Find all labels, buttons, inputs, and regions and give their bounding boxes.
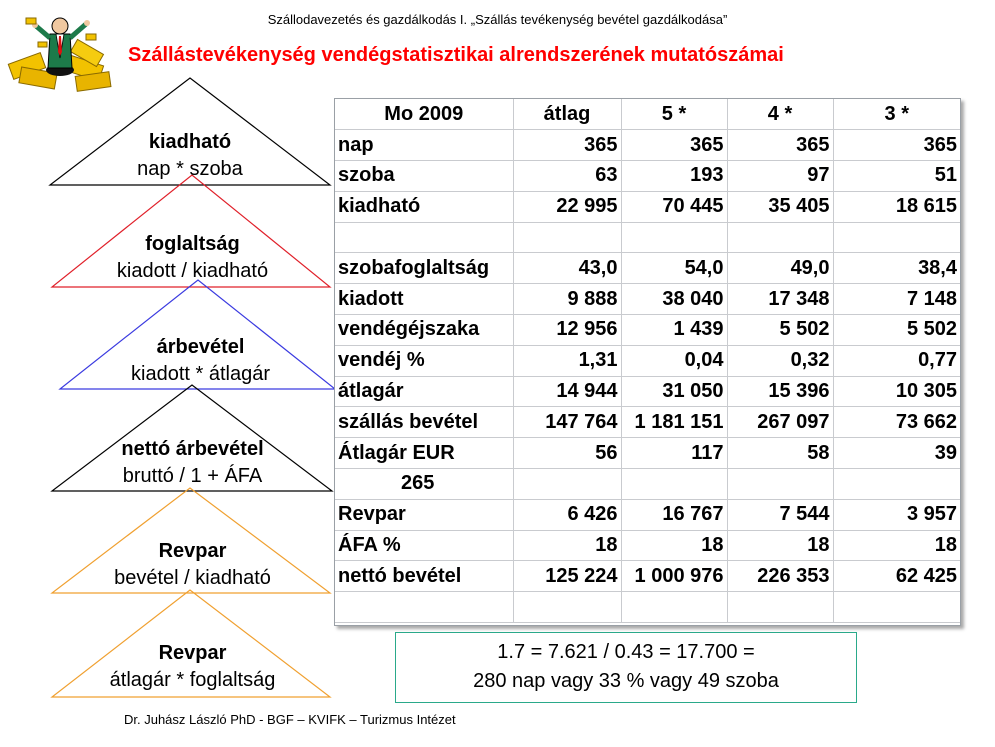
table-cell <box>727 222 833 253</box>
table-cell <box>833 592 960 623</box>
table-cell: 38,4 <box>833 253 960 284</box>
formula-line-2: 280 nap vagy 33 % vagy 49 szoba <box>473 670 779 692</box>
row-label: kiadható <box>335 191 513 222</box>
table-cell: 7 148 <box>833 284 960 315</box>
row-label: szállás bevétel <box>335 407 513 438</box>
table-cell: 0,04 <box>621 345 727 376</box>
table-cell: 56 <box>513 438 621 469</box>
formula-line-1: 1.7 = 7.621 / 0.43 = 17.700 = <box>497 641 755 663</box>
table-cell: 97 <box>727 161 833 192</box>
row-label: Átlagár EUR <box>335 438 513 469</box>
table-cell: 14 944 <box>513 376 621 407</box>
row-label: szoba <box>335 161 513 192</box>
row-label: Revpar <box>335 499 513 530</box>
triangle-label-arbevetel: árbevétel kiadott * átlagár <box>131 336 270 385</box>
table-cell: 0,77 <box>833 345 960 376</box>
table-cell: 16 767 <box>621 499 727 530</box>
table-cell <box>621 469 727 500</box>
column-header: 3 * <box>833 99 960 130</box>
table-row <box>335 161 960 192</box>
row-label: 265 <box>335 469 513 500</box>
table-cell: 18 <box>727 530 833 561</box>
table-row <box>335 345 960 376</box>
row-label: nettó bevétel <box>335 561 513 592</box>
triangle-label-revpar-2: Revpar átlagár * foglaltság <box>109 642 276 691</box>
table-row <box>335 561 960 592</box>
table-cell: 365 <box>727 130 833 161</box>
table-cell: 267 097 <box>727 407 833 438</box>
formula-box <box>395 632 857 703</box>
table-cell: 226 353 <box>727 561 833 592</box>
table-cell <box>833 469 960 500</box>
table-cell: 18 <box>621 530 727 561</box>
table-cell <box>513 222 621 253</box>
table-cell: 17 348 <box>727 284 833 315</box>
table-cell: 49,0 <box>727 253 833 284</box>
triangle-label-foglaltsag: foglaltság kiadott / kiadható <box>116 233 269 282</box>
table-cell: 365 <box>621 130 727 161</box>
row-label: kiadott <box>335 284 513 315</box>
table-cell: 365 <box>833 130 960 161</box>
table-cell: 39 <box>833 438 960 469</box>
table-row <box>335 222 960 253</box>
table-cell: 6 426 <box>513 499 621 530</box>
column-header: Mo 2009 <box>335 99 513 130</box>
triangle-label-kiadhato: kiadható nap * szoba <box>137 131 243 180</box>
row-label: átlagár <box>335 376 513 407</box>
table-row <box>335 407 960 438</box>
table-cell <box>513 469 621 500</box>
table-cell <box>727 592 833 623</box>
table-cell <box>513 592 621 623</box>
row-label: szobafoglaltság <box>335 253 513 284</box>
table-row <box>335 376 960 407</box>
table-cell: 38 040 <box>621 284 727 315</box>
table-cell: 63 <box>513 161 621 192</box>
table-cell: 1 000 976 <box>621 561 727 592</box>
table-cell: 365 <box>513 130 621 161</box>
table-cell: 18 <box>833 530 960 561</box>
table-cell: 54,0 <box>621 253 727 284</box>
row-label <box>335 222 513 253</box>
row-label <box>335 592 513 623</box>
row-label: vendéj % <box>335 345 513 376</box>
table-cell <box>621 592 727 623</box>
presentation-subtitle: Szállodavezetés és gazdálkodás I. „Szállás tevékenység bevétel gazdálkodása” <box>267 12 728 27</box>
table-cell: 117 <box>621 438 727 469</box>
table-cell: 58 <box>727 438 833 469</box>
table-cell: 43,0 <box>513 253 621 284</box>
slide-title: Szállástevékenység vendégstatisztikai alrendszerének mutatószámai <box>128 44 784 66</box>
table-cell: 5 502 <box>727 315 833 346</box>
column-header: 5 * <box>621 99 727 130</box>
table-cell: 1,31 <box>513 345 621 376</box>
table-cell: 18 615 <box>833 191 960 222</box>
row-label: vendégéjszaka <box>335 315 513 346</box>
table-cell: 62 425 <box>833 561 960 592</box>
triangle-label-netto-arbevetel: nettó árbevétel bruttó / 1 + ÁFA <box>121 438 264 487</box>
table-row <box>335 130 960 161</box>
column-header: 4 * <box>727 99 833 130</box>
statistics-table <box>334 98 961 626</box>
table-cell: 10 305 <box>833 376 960 407</box>
table-row <box>335 592 960 623</box>
table-cell: 51 <box>833 161 960 192</box>
table-cell: 5 502 <box>833 315 960 346</box>
footer-author: Dr. Juhász László PhD - BGF – KVIFK – Turizmus Intézet <box>124 712 456 727</box>
table-row <box>335 438 960 469</box>
table-row <box>335 469 960 500</box>
row-label: ÁFA % <box>335 530 513 561</box>
table-header-row <box>335 99 960 130</box>
table-cell: 15 396 <box>727 376 833 407</box>
table-cell: 0,32 <box>727 345 833 376</box>
table-cell: 31 050 <box>621 376 727 407</box>
table-row <box>335 315 960 346</box>
table-cell: 1 181 151 <box>621 407 727 438</box>
table-cell: 70 445 <box>621 191 727 222</box>
table-cell <box>621 222 727 253</box>
table-cell: 125 224 <box>513 561 621 592</box>
table-cell: 18 <box>513 530 621 561</box>
table-cell: 22 995 <box>513 191 621 222</box>
row-label: nap <box>335 130 513 161</box>
column-header: átlag <box>513 99 621 130</box>
table-row <box>335 253 960 284</box>
table-cell: 12 956 <box>513 315 621 346</box>
table-cell <box>833 222 960 253</box>
table-row <box>335 191 960 222</box>
table-cell: 193 <box>621 161 727 192</box>
table-cell: 35 405 <box>727 191 833 222</box>
table-row <box>335 284 960 315</box>
table-cell: 1 439 <box>621 315 727 346</box>
table-row <box>335 530 960 561</box>
table-cell: 147 764 <box>513 407 621 438</box>
table-cell: 7 544 <box>727 499 833 530</box>
table-cell: 3 957 <box>833 499 960 530</box>
triangle-label-revpar-1: Revpar bevétel / kiadható <box>114 540 271 589</box>
table-cell: 9 888 <box>513 284 621 315</box>
table-cell: 73 662 <box>833 407 960 438</box>
table-cell <box>727 469 833 500</box>
table-row <box>335 499 960 530</box>
